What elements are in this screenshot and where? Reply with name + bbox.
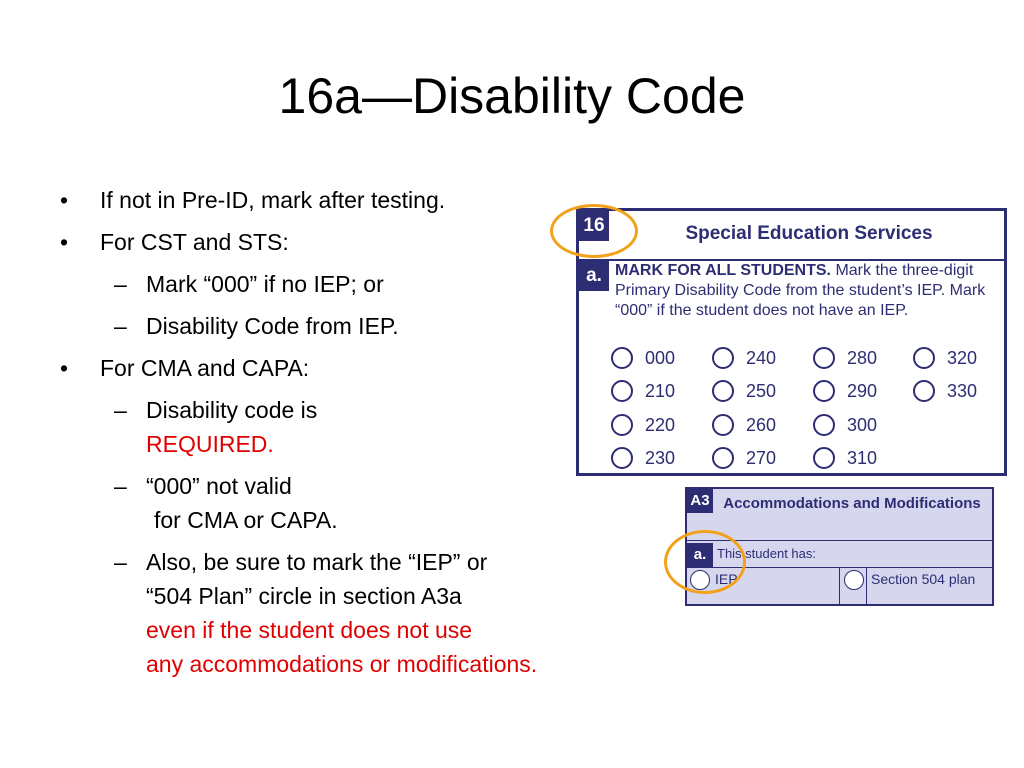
emphasis-text: any accommodations or modifications. [146, 651, 538, 677]
bullet-cst-sts: • For CST and STS: [60, 225, 680, 259]
sub-bullet-text: for CMA or CAPA. [154, 507, 338, 533]
radio-circle[interactable] [813, 347, 835, 369]
sub-bullet-no-iep: – Mark “000” if no IEP; or [114, 271, 384, 297]
divider [839, 568, 840, 604]
section-504-radio[interactable] [844, 570, 864, 590]
emphasis-text: even if the student does not use [146, 617, 473, 643]
radio-circle[interactable] [611, 447, 633, 469]
radio-circle[interactable] [913, 347, 935, 369]
form-16-instructions [615, 261, 1000, 321]
code-label: 000 [645, 347, 676, 368]
code-option-300[interactable] [813, 410, 877, 440]
sub-bullet-text: Also, be sure to mark the “IEP” or [146, 549, 488, 575]
form-16-number: 16 [579, 211, 609, 241]
code-label: 270 [746, 447, 777, 468]
radio-circle[interactable] [611, 347, 633, 369]
instructions-bold: MARK FOR ALL STUDENTS. [615, 262, 831, 279]
code-label: 290 [847, 380, 878, 401]
code-label: 280 [847, 347, 878, 368]
code-label: 310 [847, 447, 878, 468]
code-label: 230 [645, 447, 676, 468]
code-label: 210 [645, 380, 676, 401]
bullet-pre-id: • If not in Pre-ID, mark after testing. [60, 183, 680, 217]
code-option-220[interactable] [611, 410, 675, 440]
radio-circle[interactable] [813, 447, 835, 469]
code-option-250[interactable] [712, 376, 776, 406]
code-option-000[interactable] [611, 343, 675, 373]
code-label: 330 [947, 380, 978, 401]
form-a3-part: a. [687, 543, 713, 567]
radio-circle[interactable] [813, 380, 835, 402]
radio-circle[interactable] [813, 414, 835, 436]
slide-title: 16a—Disability Code [278, 68, 746, 124]
code-option-260[interactable] [712, 410, 776, 440]
radio-circle[interactable] [712, 447, 734, 469]
code-option-210[interactable] [611, 376, 675, 406]
code-option-290[interactable] [813, 376, 877, 406]
sub-bullet-text: “504 Plan” circle in section A3a [146, 583, 462, 609]
code-option-270[interactable] [712, 443, 776, 473]
code-option-330[interactable] [913, 376, 977, 406]
form-16-title: Special Education Services [685, 223, 933, 244]
sub-bullet-text: “000” not valid [146, 473, 292, 499]
form-a3-has-label: This student has: [717, 546, 816, 561]
sub-bullet-code-from-iep: – Disability Code from IEP. [114, 313, 399, 339]
code-option-320[interactable] [913, 343, 977, 373]
sub-bullet-mark-iep: – Also, be sure to mark the “IEP” or “504 Plan” circle in section A3a even if the student does not use any accommodations or modifications. [60, 545, 680, 681]
required-text: REQUIRED. [146, 431, 274, 457]
code-option-280[interactable] [813, 343, 877, 373]
radio-circle[interactable] [712, 347, 734, 369]
radio-circle[interactable] [611, 414, 633, 436]
sub-bullet-text: Disability Code from IEP. [146, 313, 399, 339]
radio-circle[interactable] [611, 380, 633, 402]
code-option-310[interactable] [813, 443, 877, 473]
code-label: 300 [847, 414, 878, 435]
sub-bullet-text: Mark “000” if no IEP; or [146, 271, 384, 297]
form-a3-number: A3 [687, 489, 713, 513]
sub-bullet-required: – Disability code is REQUIRED. [60, 393, 680, 461]
instructions-rest: Mark the three-digit Primary Disability Code from the student’s IEP. Mark “000” if the student does not have an IEP. [615, 262, 986, 319]
section-504-label: Section 504 plan [871, 571, 976, 587]
radio-circle[interactable] [712, 414, 734, 436]
code-label: 260 [746, 414, 777, 435]
code-label: 250 [746, 380, 777, 401]
form-16-special-education [576, 208, 1007, 476]
code-label: 320 [947, 347, 978, 368]
sub-bullet-text: Disability code is [146, 397, 318, 423]
form-16-header [579, 211, 1004, 261]
form-a3-title: Accommodations and Modifications [723, 495, 981, 512]
iep-label: IEP [715, 571, 738, 587]
code-option-230[interactable] [611, 443, 675, 473]
divider [866, 568, 867, 604]
radio-circle[interactable] [913, 380, 935, 402]
highlight-circle-a3a [664, 530, 746, 594]
radio-circle[interactable] [712, 380, 734, 402]
sub-bullet-000-not-valid: – “000” not valid for CMA or CAPA. [60, 469, 680, 537]
code-label: 240 [746, 347, 777, 368]
code-option-240[interactable] [712, 343, 776, 373]
highlight-circle-16 [550, 204, 638, 258]
form-16-part: a. [579, 261, 609, 291]
bullet-cma-capa: • For CMA and CAPA: [60, 351, 680, 385]
code-label: 220 [645, 414, 676, 435]
